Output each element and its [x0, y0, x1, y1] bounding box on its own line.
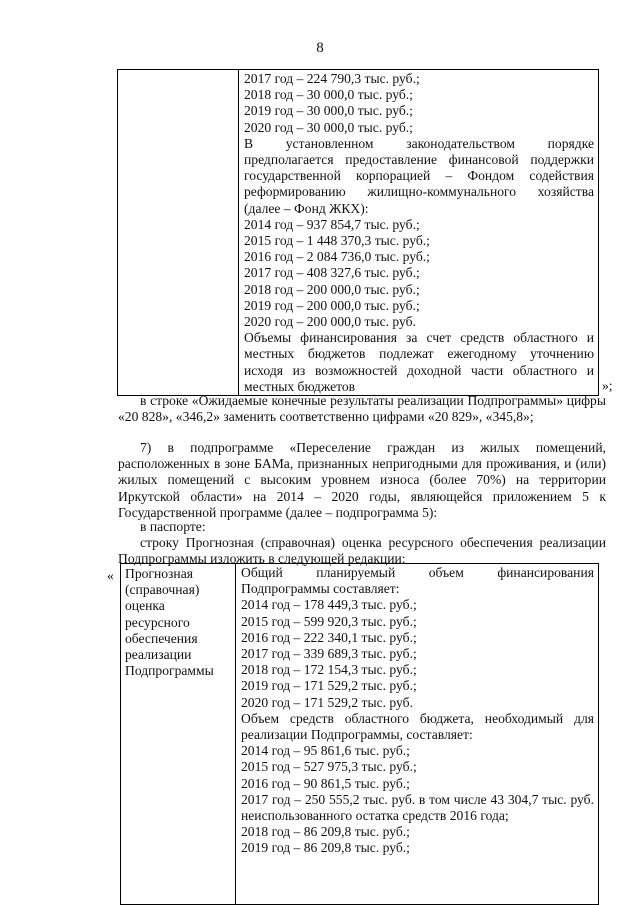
financing-table-continued — [117, 69, 599, 396]
amount-line: 2018 год – 86 209,8 тыс. руб.; — [241, 824, 410, 840]
amount-line: 2015 год – 527 975,3 тыс. руб.; — [241, 759, 417, 775]
closing-quote-mark: »; — [602, 378, 613, 393]
paragraph-subprogram-7: 7) в подпрограмме «Переселение граждан из жилых помещений, расположенных в зоне БАМа, признанных непригодными для проживания, и (или) жилых помещений с высоким уровнем износа (более 70%) на территории Иркутской области» на 2014 – 2020 годы, являющейся приложением 5 к Государственной программе (далее – подпрограмма 5): — [118, 440, 606, 520]
paragraph-expected-results: в строке «Ожидаемые конечные результаты реализации Подпрограммы» цифры «20 828», «346,2» заменить соответственно цифрами «20 829», «345,8»; — [118, 393, 606, 425]
page-number: 8 — [316, 40, 324, 56]
table-left-cell-empty — [118, 70, 239, 396]
amount-line: 2019 год – 200 000,0 тыс. руб.; — [244, 297, 420, 313]
amount-line: 2015 год – 1 448 370,3 тыс. руб.; — [244, 233, 430, 249]
amount-line: 2017 год – 224 790,3 тыс. руб.; — [244, 71, 420, 86]
paragraph-in-passport: в паспорте: — [140, 519, 206, 534]
amount-line: 2020 год – 200 000,0 тыс. руб. — [244, 314, 416, 330]
row-heading-line: оценка — [125, 598, 165, 614]
table-left-cell — [121, 564, 236, 905]
row-heading-line: реализации — [125, 647, 192, 663]
paragraph-forecast-row: строку Прогнозная (справочная) оценка ресурсного обеспечения реализации Подпрограммы изложить в следующей редакции: — [118, 535, 606, 567]
total-financing-paragraph: Общий планируемый объем финансирования Подпрограммы составляет: — [241, 565, 594, 597]
amount-line: 2016 год – 2 084 736,0 тыс. руб.; — [244, 249, 430, 265]
amount-line: 2014 год – 95 861,6 тыс. руб.; — [241, 743, 410, 759]
table-right-cell — [239, 70, 599, 396]
amount-line: 2016 год – 222 340,1 тыс. руб.; — [241, 629, 417, 645]
amount-line: 2017 год – 408 327,6 тыс. руб.; — [244, 265, 420, 281]
row-heading-line: ресурсного — [125, 614, 190, 630]
amount-line: 2018 год – 200 000,0 тыс. руб.; — [244, 281, 420, 297]
amount-line: 2014 год – 937 854,7 тыс. руб.; — [244, 216, 420, 232]
amount-line-2017: 2017 год – 250 555,2 тыс. руб. в том числе 43 304,7 тыс. руб. неиспользованного остатка средств 2016 года; — [241, 791, 594, 824]
row-heading-line: (справочная) — [125, 582, 200, 598]
amount-line: 2016 год – 90 861,5 тыс. руб.; — [241, 775, 410, 791]
amount-line: 2019 год – 30 000,0 тыс. руб.; — [244, 103, 413, 119]
amount-line: 2017 год – 339 689,3 тыс. руб.; — [241, 646, 417, 662]
amount-line: 2018 год – 30 000,0 тыс. руб.; — [244, 87, 413, 103]
amount-line: 2019 год – 171 529,2 тыс. руб.; — [241, 678, 417, 694]
fund-paragraph: В установленном законодательством порядке предполагается предоставление финансовой поддержки государственной корпорацией – Фондом содействия реформированию жилищно-коммунального хозяйства (далее – Фонд ЖКХ): — [244, 135, 594, 216]
table-right-cell — [236, 564, 599, 905]
row-heading-line: обеспечения — [125, 630, 198, 646]
row-heading-line: Подпрограммы — [125, 663, 214, 679]
amount-line: 2019 год – 86 209,8 тыс. руб.; — [241, 840, 410, 856]
row-heading-line: Прогнозная — [125, 566, 193, 581]
closing-paragraph: Объемы финансирования за счет средств областного и местных бюджетов подлежат ежегодному уточнению исходя из возможностей доходной части областного и местных бюджетов — [244, 330, 594, 394]
regional-budget-paragraph: Объем средств областного бюджета, необходимый для реализации Подпрограммы, составляет: — [241, 710, 594, 743]
amount-line: 2014 год – 178 449,3 тыс. руб.; — [241, 597, 417, 613]
amount-line: 2018 год – 172 154,3 тыс. руб.; — [241, 662, 417, 678]
amount-line: 2020 год – 171 529,2 тыс. руб. — [241, 694, 413, 710]
opening-quote-mark: « — [107, 568, 114, 583]
amount-line: 2020 год – 30 000,0 тыс. руб.; — [244, 119, 413, 135]
forecast-resource-table — [120, 563, 599, 905]
amount-line: 2015 год – 599 920,3 тыс. руб.; — [241, 613, 417, 629]
